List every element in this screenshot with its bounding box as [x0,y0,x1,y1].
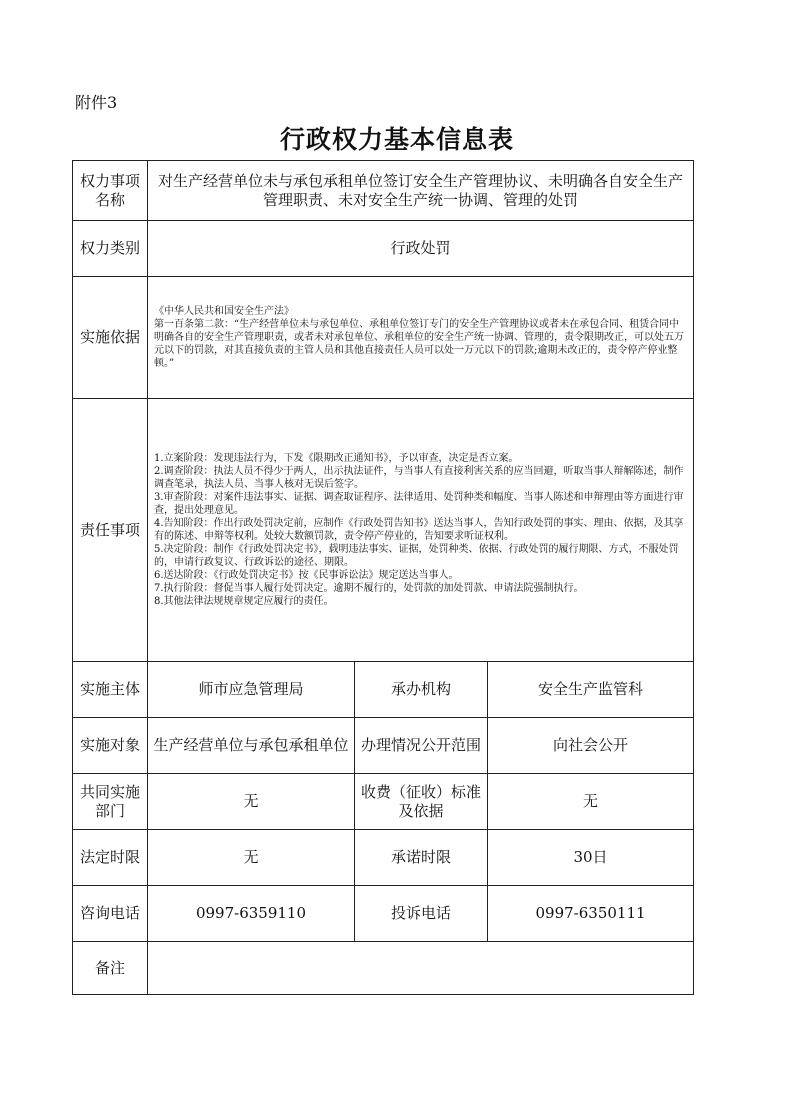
row-name [73,161,694,221]
complaint-value: 0997-6350111 [488,886,694,942]
disclosure-value: 向社会公开 [488,718,694,774]
duty-line: 2.调查阶段：执法人员不得少于两人，出示执法证件，与当事人有直接利害关系的应当回避，听取当事人辩解陈述，制作调查笔录，执法人员、当事人核对无误后签字。 [154,466,684,490]
consult-value: 0997-6359110 [148,886,355,942]
agency-value: 安全生产监管科 [488,662,694,718]
attachment-label: 附件3 [75,93,118,112]
basis-label: 实施依据 [73,277,148,399]
legal-limit-label: 法定时限 [73,830,148,886]
row-category [73,221,694,277]
name-value: 对生产经营单位未与承包承租单位签订安全生产管理协议、未明确各自安全生产管理职责、未对安全生产统一协调、管理的处罚 [148,161,694,221]
fee-value: 无 [488,774,694,830]
basis-line: 第一百条第二款：“生产经营单位未与承包单位、承租单位签订专门的安全生产管理协议或者未在承包合同、租赁合同中明确各自的安全生产管理职责，或者未对承包单位、承租单位的安全生产统一协调、管理的，责令限期改正，可以处五万元以下的罚款，对其直接负责的主管人员和其他直接责任人员可以处一万元以下的罚款;逾期未改正的，责令停产停业整顿。” [154,319,684,369]
duty-line: 1.立案阶段：发现违法行为，下发《限期改正通知书》，予以审查，决定是否立案。 [154,453,519,464]
row-basis [73,277,694,399]
joint-value: 无 [148,774,355,830]
duty-label: 责任事项 [73,399,148,662]
subject-label: 实施主体 [73,662,148,718]
remark-label: 备注 [73,942,148,995]
fee-label: 收费（征收）标准及依据 [355,774,488,830]
row-time-limit [73,830,694,886]
promise-limit-label: 承诺时限 [355,830,488,886]
joint-label: 共同实施部门 [73,774,148,830]
consult-label: 咨询电话 [73,886,148,942]
page-title: 行政权力基本信息表 [279,125,514,154]
legal-limit-value: 无 [148,830,355,886]
row-remark [73,942,694,995]
duty-line: 7.执行阶段：督促当事人履行处罚决定。逾期不履行的，处罚款的加处罚款、申请法院强制执行。 [154,583,584,594]
subject-value: 师市应急管理局 [148,662,355,718]
duty-line: 4.告知阶段：作出行政处罚决定前，应制作《行政处罚告知书》送达当事人，告知行政处罚的事实、理由、依据，及其享有的陈述、申辩等权利。处较大数额罚款，责令停产停业的，告知要求听证权利。 [154,518,684,542]
category-value: 行政处罚 [148,221,694,277]
row-joint [73,774,694,830]
duty-line: 5.决定阶段：制作《行政处罚决定书》，载明违法事实、证据，处罚种类、依据、行政处罚的履行期限、方式，不服处罚的，申请行政复议、行政诉讼的途径、期限。 [154,544,679,568]
duty-value [148,399,694,662]
basis-line: 《中华人民共和国安全生产法》 [154,306,294,317]
row-duty [73,399,694,662]
target-value: 生产经营单位与承包承租单位 [148,718,355,774]
info-table [72,160,694,995]
target-label: 实施对象 [73,718,148,774]
basis-value [148,277,694,399]
promise-limit-value: 30日 [488,830,694,886]
remark-value [148,942,694,995]
duty-line: 8.其他法律法规规章规定应履行的责任。 [154,596,334,607]
row-phone [73,886,694,942]
name-label: 权力事项名称 [73,161,148,221]
row-target [73,718,694,774]
row-subject [73,662,694,718]
duty-line: 3.审查阶段：对案件违法事实、证据、调查取证程序、法律适用、处罚种类和幅度、当事人陈述和申辩理由等方面进行审查，提出处理意见。 [154,492,684,516]
disclosure-label: 办理情况公开范围 [355,718,488,774]
complaint-label: 投诉电话 [355,886,488,942]
duty-line: 6.送达阶段：《行政处罚决定书》按《民事诉讼法》规定送达当事人。 [154,570,459,581]
agency-label: 承办机构 [355,662,488,718]
category-label: 权力类别 [73,221,148,277]
